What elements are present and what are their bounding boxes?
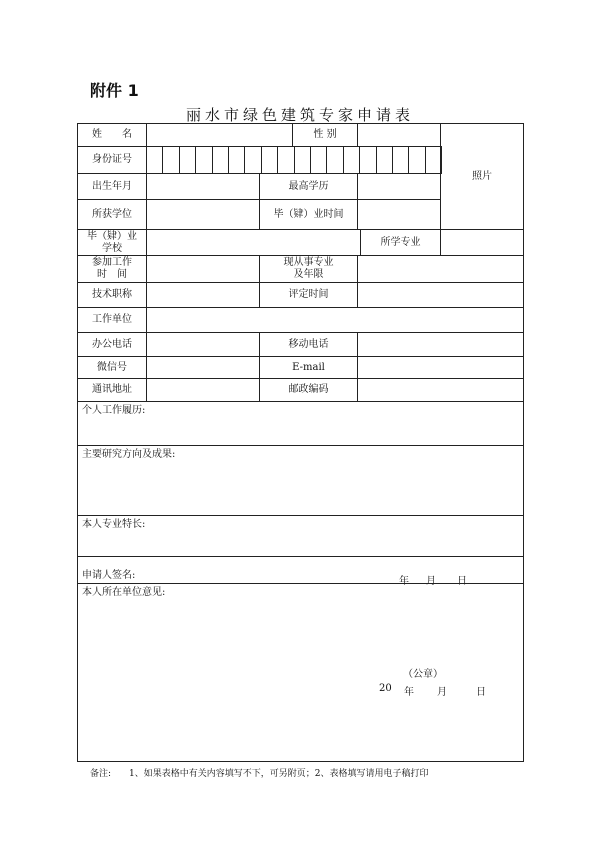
address-label: 通讯地址 bbox=[77, 378, 147, 402]
id-digit-box[interactable] bbox=[408, 146, 425, 174]
id-digit-box[interactable] bbox=[343, 146, 360, 174]
sign-month: 月 bbox=[426, 576, 436, 587]
id-digit-box[interactable] bbox=[212, 146, 229, 174]
technical-title-field[interactable] bbox=[146, 282, 260, 308]
current-major-label: 现从事专业及年限 bbox=[259, 255, 358, 283]
mobile-field[interactable] bbox=[357, 332, 524, 357]
id-number-label: 身份证号 bbox=[77, 146, 147, 174]
degree-label: 所获学位 bbox=[77, 199, 147, 230]
research-label: 主要研究方向及成果: bbox=[82, 449, 176, 460]
degree-field[interactable] bbox=[146, 199, 260, 230]
mobile-label: 移动电话 bbox=[259, 332, 358, 357]
gender-field[interactable] bbox=[357, 123, 441, 147]
address-field[interactable] bbox=[146, 378, 260, 402]
birth-label: 出生年月 bbox=[77, 173, 147, 200]
evaluation-time-label: 评定时间 bbox=[259, 282, 358, 308]
specialty-field[interactable] bbox=[77, 515, 524, 557]
applicant-signature-label: 申请人签名: bbox=[82, 570, 136, 581]
work-resume-field[interactable] bbox=[77, 401, 524, 446]
employer-field[interactable] bbox=[146, 307, 524, 333]
id-digit-box[interactable] bbox=[425, 146, 442, 174]
photo-box[interactable]: 照片 bbox=[440, 123, 524, 230]
id-digit-box[interactable] bbox=[326, 146, 343, 174]
graduation-time-field[interactable] bbox=[357, 199, 441, 230]
id-digit-box[interactable] bbox=[195, 146, 212, 174]
name-field[interactable] bbox=[146, 123, 293, 147]
employer-label: 工作单位 bbox=[77, 307, 147, 333]
id-digit-box[interactable] bbox=[179, 146, 196, 174]
graduation-school-label: 毕（肄）业学校 bbox=[77, 229, 147, 256]
technical-title-label: 技术职称 bbox=[77, 282, 147, 308]
education-field[interactable] bbox=[357, 173, 441, 200]
birth-field[interactable] bbox=[146, 173, 260, 200]
graduation-school-field[interactable] bbox=[146, 229, 361, 256]
unit-opinion-label: 本人所在单位意见: bbox=[82, 587, 166, 598]
research-field[interactable] bbox=[77, 445, 524, 516]
id-digit-box[interactable] bbox=[244, 146, 261, 174]
opinion-day: 日 bbox=[476, 687, 486, 698]
id-digit-box[interactable] bbox=[277, 146, 294, 174]
id-digit-box[interactable] bbox=[294, 146, 311, 174]
name-label: 姓 名 bbox=[77, 123, 147, 147]
id-digit-box[interactable] bbox=[310, 146, 327, 174]
id-digit-box[interactable] bbox=[376, 146, 393, 174]
opinion-month: 月 bbox=[437, 687, 447, 698]
education-label: 最高学历 bbox=[259, 173, 358, 200]
postcode-label: 邮政编码 bbox=[259, 378, 358, 402]
opinion-date-prefix: 20 bbox=[379, 683, 392, 694]
attachment-label: 附件 1 bbox=[90, 81, 139, 100]
id-digit-box[interactable] bbox=[162, 146, 179, 174]
sign-year: 年 bbox=[399, 576, 409, 587]
opinion-year: 年 bbox=[404, 687, 414, 698]
form-title: 丽水市绿色建筑专家申请表 bbox=[185, 106, 414, 124]
specialty-label: 本人专业特长: bbox=[82, 519, 146, 530]
work-start-field[interactable] bbox=[146, 255, 260, 283]
office-phone-field[interactable] bbox=[146, 332, 260, 357]
work-start-label: 参加工作时 间 bbox=[77, 255, 147, 283]
email-field[interactable] bbox=[357, 356, 524, 379]
form-table bbox=[77, 123, 524, 762]
id-digit-box[interactable] bbox=[359, 146, 376, 174]
id-digit-box[interactable] bbox=[228, 146, 245, 174]
sign-day: 日 bbox=[457, 576, 467, 587]
wechat-label: 微信号 bbox=[77, 356, 147, 379]
gender-label: 性 别 bbox=[292, 123, 358, 147]
postcode-field[interactable] bbox=[357, 378, 524, 402]
current-major-field[interactable] bbox=[357, 255, 524, 283]
work-resume-label: 个人工作履历: bbox=[82, 405, 146, 416]
unit-opinion-field[interactable] bbox=[77, 583, 524, 762]
footer-note: 备注: 1、如果表格中有关内容填写不下，可另附页；2、表格填写请用电子稿打印 bbox=[90, 769, 429, 779]
major-label: 所学专业 bbox=[360, 229, 441, 256]
id-digit-box[interactable] bbox=[146, 146, 163, 174]
major-field[interactable] bbox=[440, 229, 524, 256]
office-phone-label: 办公电话 bbox=[77, 332, 147, 357]
wechat-field[interactable] bbox=[146, 356, 260, 379]
email-label: E-mail bbox=[259, 356, 358, 379]
id-digit-box[interactable] bbox=[261, 146, 278, 174]
official-seal: （公章） bbox=[403, 669, 443, 680]
graduation-time-label: 毕（肄）业时间 bbox=[259, 199, 358, 230]
id-digit-box[interactable] bbox=[392, 146, 409, 174]
evaluation-time-field[interactable] bbox=[357, 282, 524, 308]
